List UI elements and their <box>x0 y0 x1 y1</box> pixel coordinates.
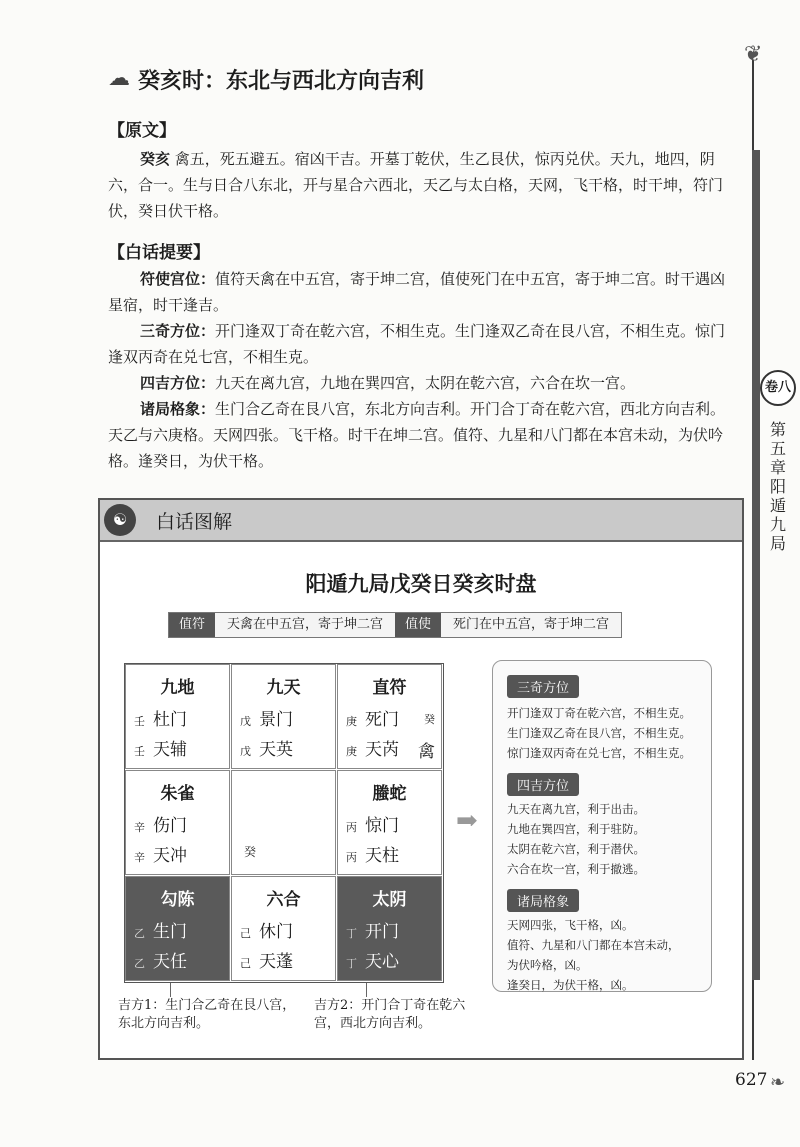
sanqi-tag: 三奇方位 <box>507 675 579 698</box>
zhishi-value: 死门在中五宫，寄于坤二宫 <box>441 613 621 637</box>
palace-zhen3: 朱雀 辛 伤门 辛 天冲 <box>125 770 230 875</box>
margin-bar <box>752 150 760 980</box>
siji-list: 九天在离九宫，利于出击。 九地在巽四宫，利于驻防。 太阴在乾六宫，利于潜伏。 六合在坎一宫，利于撤逃。 <box>507 802 645 876</box>
zhuju-tag: 诸局格象 <box>507 889 579 912</box>
box-header <box>100 500 742 542</box>
corner-ornament-icon: ❦ <box>744 42 763 67</box>
arrow-right-icon: ➡ <box>456 806 478 836</box>
zhishi-label: 值使 <box>395 613 441 637</box>
baihua-item-sanqi: 三奇方位：开门逢双丁奇在乾六宫，不相生克。生门逢双乙奇在艮八宫，不相生克。惊门逢双丙奇在兑七宫，不相生克。 <box>108 322 726 366</box>
note-jifang-2: 吉方2：开门合丁奇在乾六宫，西北方向吉利。 <box>314 998 466 1031</box>
yuanwen-paragraph <box>108 146 733 224</box>
palace-gen8: 勾陈 乙 生门 乙 天任 <box>125 876 230 981</box>
baihua-list <box>108 266 733 474</box>
zhifu-zhishi-row <box>168 612 622 638</box>
page-number: 627 <box>735 1070 768 1090</box>
yuanwen-lead: 癸亥 <box>140 150 171 168</box>
yuanwen-text: 禽五，死五避五。宿凶干吉。开墓丁乾伏，生乙艮伏，惊丙兑伏。天九，地四，阴六，合一。生与日合八东北，开与星合六西北，天乙与太白格，天网，飞干格，时干坤，符门伏，癸日伏干格。 <box>108 150 724 220</box>
palace-xun4: 九地 壬 杜门 壬 天辅 <box>125 664 230 769</box>
summary-panel <box>492 660 712 992</box>
palace-kan1: 六合 己 休门 己 天蓬 <box>231 876 336 981</box>
palace-qian6: 太阴 丁 开门 丁 天心 <box>337 876 442 981</box>
baihua-item-siji: 四吉方位：九天在离九宫，九地在巽四宫，太阴在乾六宫，六合在坎一宫。 <box>140 374 636 392</box>
taiji-logo-icon: ☯ <box>104 504 136 536</box>
palace-dui7: 螣蛇 丙 惊门 丙 天柱 <box>337 770 442 875</box>
palace-kun2: 直符 庚 死门 庚 天芮 癸 禽 <box>337 664 442 769</box>
section-title: 癸亥时：东北与西北方向吉利 <box>138 69 425 94</box>
palace-li9: 九天 戊 景门 戊 天英 <box>231 664 336 769</box>
box-title: 白话图解 <box>156 511 233 533</box>
chart-title: 阳遁九局戊癸日癸亥时盘 <box>305 572 537 596</box>
baihua-heading: 【白话提要】 <box>108 243 210 263</box>
chapter-label: 第五章 阳遁九局 <box>769 420 786 553</box>
page-curl-icon: ❧ <box>770 1072 786 1093</box>
siji-tag: 四吉方位 <box>507 773 579 796</box>
yuanwen-heading: 【原文】 <box>108 121 176 141</box>
sanqi-list: 开门逢双丁奇在乾六宫，不相生克。 生门逢双乙奇在艮八宫，不相生克。 惊门逢双丙奇在兑七宫，不相生克。 <box>507 706 691 760</box>
baihua-item-fushi: 符使宫位：值符天禽在中五宫，寄于坤二宫，值使死门在中五宫，寄于坤二宫。时干遇凶星宿，时干逢吉。 <box>108 270 726 314</box>
illustration-box <box>98 498 744 1060</box>
zhuju-list: 天网四张，飞干格，凶。 值符、九星和八门都在本宫未动， 为伏吟格，凶。 逢癸日，为伏干格，凶。 <box>507 918 680 992</box>
palace-zhong5: 癸 <box>231 770 336 875</box>
nine-palace-grid <box>124 663 444 983</box>
note-jifang-1: 吉方1：生门合乙奇在艮八宫，东北方向吉利。 <box>118 998 296 1031</box>
zhifu-value: 天禽在中五宫，寄于坤二宫 <box>215 613 395 637</box>
zhifu-label: 值符 <box>169 613 215 637</box>
volume-badge: 卷八 <box>760 370 796 406</box>
baihua-item-zhuju: 诸局格象：生门合乙奇在艮八宫，东北方向吉利。开门合丁奇在乾六宫，西北方向吉利。天乙与六庚格。天网四张。飞干格。时干在坤二宫。值符、九星和八门都在本宫未动，为伏吟格。逢癸日，为伏干格。 <box>108 400 726 470</box>
cloud-ornament-icon: ☁ <box>108 66 130 91</box>
